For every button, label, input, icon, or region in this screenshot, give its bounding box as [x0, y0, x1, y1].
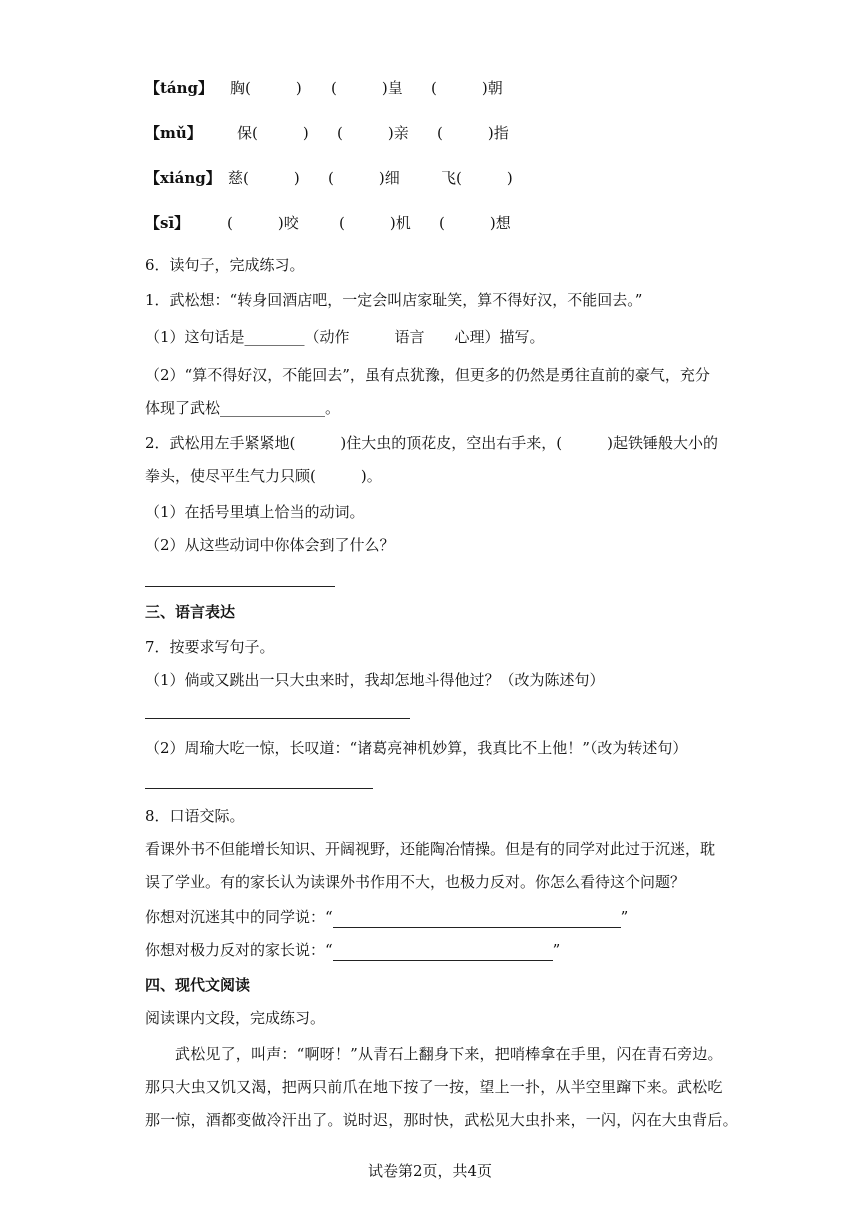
pinyin-label: 【táng】	[145, 79, 214, 97]
fill-item: ( )细	[328, 169, 400, 187]
section-4-heading: 四、现代文阅读	[145, 976, 251, 994]
q6-s1-question-2-line-2: 体现了武松______________。	[145, 399, 341, 417]
pinyin-label: 【mǔ】	[145, 124, 202, 142]
fill-item: ( )咬	[227, 214, 299, 232]
q7-item-1: （1）倘或又跳出一只大虫来时，我却怎地斗得他过？（改为陈述句）	[145, 671, 605, 689]
prompt-prefix: 你想对极力反对的家长说：“	[145, 941, 333, 959]
pinyin-label: 【sī】	[145, 214, 190, 232]
q8-text-line-2: 误了学业。有的家长认为读课外书作用不大，也极力反对。你怎么看待这个问题？	[145, 873, 686, 891]
answer-line[interactable]	[145, 586, 335, 587]
q6-sentence-2-line-1: 2．武松用左手紧紧地( )住大虫的顶花皮，空出右手来，( )起铁锤般大小的	[145, 434, 718, 452]
q6-sentence-1: 1．武松想：“转身回酒店吧，一定会叫店家耻笑，算不得好汉，不能回去。”	[145, 291, 643, 309]
answer-blank[interactable]	[333, 911, 621, 928]
prompt-suffix: ”	[620, 908, 629, 926]
q6-s1-question-1: （1）这句话是________（动作 语言 心理）描写。	[145, 328, 545, 346]
answer-blank[interactable]	[333, 944, 553, 961]
passage-line-3: 那一惊，酒都变做冷汗出了。说时迟，那时快，武松见大虫扑来，一闪，闪在大虫背后。	[145, 1111, 738, 1129]
prompt-prefix: 你想对沉迷其中的同学说：“	[145, 908, 333, 926]
passage-line-1: 武松见了，叫声：“啊呀！”从青石上翻身下来，把哨棒拿在手里，闪在青石旁边。	[175, 1045, 723, 1063]
fill-item: ( )想	[439, 214, 511, 232]
q6-title: 6．读句子，完成练习。	[145, 256, 305, 274]
q6-s1-question-2-line-1: （2）“算不得好汉，不能回去”，虽有点犹豫，但更多的仍然是勇往直前的豪气，充分	[145, 366, 710, 384]
fill-item: 飞( )	[441, 169, 513, 187]
fill-item: ( )朝	[431, 79, 503, 97]
q8-prompt-parents	[145, 939, 560, 961]
q6-s2-question-1: （1）在括号里填上恰当的动词。	[145, 503, 365, 521]
fill-item: 胸( )	[230, 79, 302, 97]
fill-item: 保( )	[237, 124, 309, 142]
q8-title: 8．口语交际。	[145, 807, 245, 825]
fill-item: ( )机	[339, 214, 411, 232]
pinyin-label: 【xiáng】	[145, 169, 221, 187]
q8-text-line-1: 看课外书不但能增长知识、开阔视野，还能陶冶情操。但是有的同学对此过于沉迷，耽	[145, 840, 716, 858]
page-footer: 试卷第2页，共4页	[367, 1162, 493, 1180]
pinyin-row-mu	[145, 122, 705, 144]
fill-item: ( )指	[437, 124, 509, 142]
fill-item: 慈( )	[228, 169, 300, 187]
q6-s2-question-2: （2）从这些动词中你体会到了什么？	[145, 536, 395, 554]
fill-item: ( )皇	[331, 79, 403, 97]
answer-line[interactable]	[145, 718, 410, 719]
q7-title: 7．按要求写句子。	[145, 638, 275, 656]
pinyin-row-xiang	[145, 167, 705, 189]
q6-sentence-2-line-2: 拳头，使尽平生气力只顾( )。	[145, 467, 382, 485]
prompt-suffix: ”	[552, 941, 561, 959]
fill-item: ( )亲	[337, 124, 409, 142]
section-3-heading: 三、语言表达	[145, 603, 236, 621]
pinyin-row-si	[145, 212, 705, 234]
q7-item-2: （2）周瑜大吃一惊，长叹道：“诸葛亮神机妙算，我真比不上他！”（改为转述句）	[145, 739, 688, 757]
section-4-intro: 阅读课内文段，完成练习。	[145, 1009, 326, 1027]
answer-line[interactable]	[145, 788, 373, 789]
q8-prompt-students	[145, 906, 628, 928]
passage-line-2: 那只大虫又饥又渴，把两只前爪在地下按了一按，望上一扑，从半空里蹿下来。武松吃	[145, 1078, 723, 1096]
pinyin-row-tang	[145, 77, 705, 99]
